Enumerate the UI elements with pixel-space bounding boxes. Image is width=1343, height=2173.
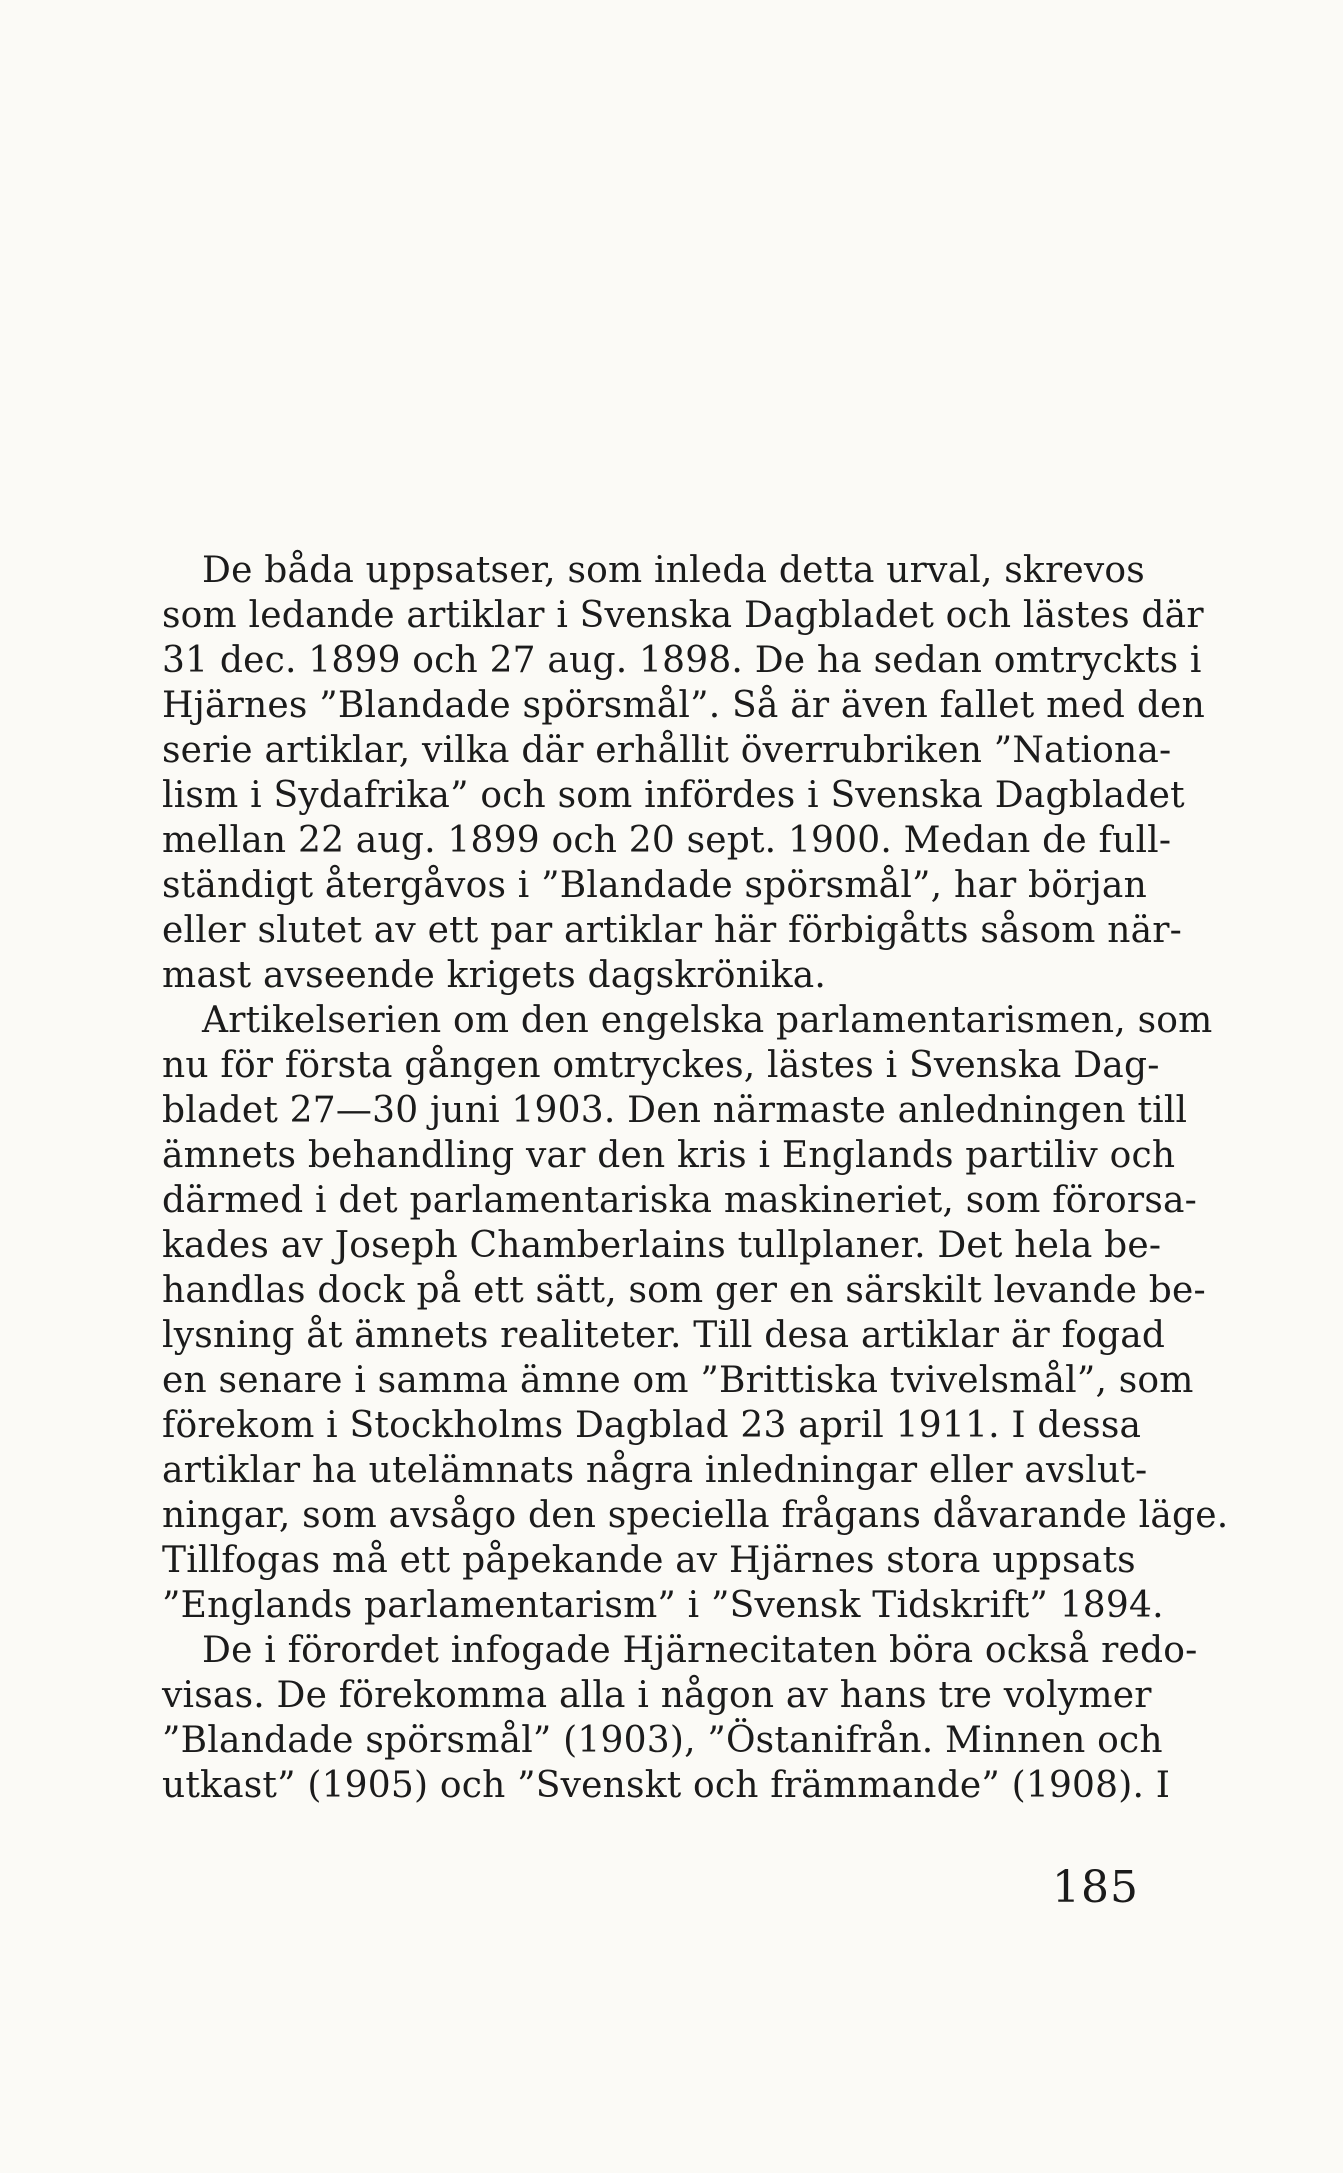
text-line: visas. De förekomma alla i någon av hans tre volymer [162,1675,1152,1716]
text-line: De båda uppsatser, som inleda detta urval, skrevos [202,550,1145,591]
text-line: som ledande artiklar i Svenska Dagbladet och lästes där [162,595,1204,636]
paragraph-1 [162,548,1205,998]
paragraph-2 [162,998,1229,1628]
text-line: förekom i Stockholms Dagblad 23 april 1911. I dessa [162,1405,1142,1446]
body-text [162,548,1229,1808]
text-line: 31 dec. 1899 och 27 aug. 1898. De ha sedan omtryckts i [162,640,1202,681]
text-line: utkast” (1905) och ”Svenskt och främmande” (1908). I [162,1765,1171,1806]
text-line: eller slutet av ett par artiklar här förbigåtts såsom när- [162,910,1183,951]
text-line: därmed i det parlamentariska maskineriet, som förorsa- [162,1180,1198,1221]
text-line: ständigt återgåvos i ”Blandade spörsmål”, har början [162,865,1147,906]
text-line: serie artiklar, vilka där erhållit överrubriken ”Nationa- [162,730,1172,771]
text-line: lism i Sydafrika” och som infördes i Svenska Dagbladet [162,775,1185,816]
page-number: 185 [1052,1862,1139,1913]
text-line: artiklar ha utelämnats några inledningar eller avslut- [162,1450,1148,1491]
text-line: De i förordet infogade Hjärnecitaten böra också redo- [202,1630,1198,1671]
text-line: ningar, som avsågo den speciella frågans dåvarande läge. [162,1495,1229,1536]
text-line: Artikelserien om den engelska parlamentarismen, som [202,1000,1213,1041]
text-line: en senare i samma ämne om ”Brittiska tvivelsmål”, som [162,1360,1194,1401]
text-line: handlas dock på ett sätt, som ger en särskilt levande be- [162,1270,1206,1311]
text-line: mellan 22 aug. 1899 och 20 sept. 1900. Medan de full- [162,820,1172,861]
text-line: kades av Joseph Chamberlains tullplaner. Det hela be- [162,1225,1162,1266]
text-line: mast avseende krigets dagskrönika. [162,955,827,996]
text-line: ämnets behandling var den kris i Englands partiliv och [162,1135,1176,1176]
text-line: bladet 27—30 juni 1903. Den närmaste anledningen till [162,1090,1188,1131]
text-line: nu för första gången omtryckes, lästes i Svenska Dag- [162,1045,1160,1086]
text-line: ”Englands parlamentarism” i ”Svensk Tidskrift” 1894. [162,1585,1164,1626]
paragraph-3 [162,1628,1198,1808]
text-line: Tillfogas må ett påpekande av Hjärnes stora uppsats [162,1540,1136,1581]
text-line: ”Blandade spörsmål” (1903), ”Östanifrån. Minnen och [162,1720,1163,1761]
text-line: lysning åt ämnets realiteter. Till desa artiklar är fogad [162,1315,1166,1356]
text-line: Hjärnes ”Blandade spörsmål”. Så är även fallet med den [162,685,1205,726]
